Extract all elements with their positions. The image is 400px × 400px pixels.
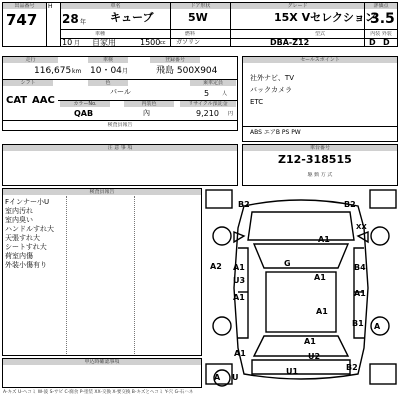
mark-wheel-u: U: [232, 373, 239, 382]
year-era: H: [48, 3, 53, 10]
color-no-label: カラーNo.: [60, 101, 110, 107]
mark-top-right: B2: [344, 200, 356, 209]
mark-hood-g: G: [284, 259, 291, 268]
grade-label: グレード: [231, 3, 364, 9]
color-no-value: QAB: [74, 109, 94, 118]
mark-windshield: XX: [356, 223, 367, 231]
mark-top-left: B2: [238, 200, 250, 209]
sales-point-item: ETC: [250, 98, 264, 106]
car-name-label: 車名: [61, 3, 170, 9]
remarks-title: 注 意 事 項: [3, 145, 237, 151]
inspector-item: 荷室内傷: [5, 252, 33, 260]
mark-left-a1: A1: [233, 263, 245, 272]
footer-box-title: 申込時確認事項: [3, 359, 201, 365]
seating-label: 乗車定員: [190, 80, 236, 86]
mark-right-a1b: A1: [354, 289, 366, 298]
mark-hood-a1: A1: [318, 235, 330, 244]
fuel-label: 燃料: [184, 31, 195, 37]
inspection-value: 10・04: [90, 66, 122, 76]
month-value: 10: [62, 38, 73, 47]
mark-rear-u2: U2: [308, 352, 321, 361]
mark-bottom-left-a1: A1: [234, 349, 246, 358]
year-unit: 年: [80, 19, 87, 26]
mark-right-b4: B4: [354, 263, 366, 272]
interior-grade: D: [369, 38, 376, 47]
inspector-title: 検査員報告: [3, 189, 201, 195]
mileage-label: 走行: [3, 57, 58, 63]
mark-bottom-right-b2: B2: [346, 363, 358, 372]
mileage-unit: km: [72, 68, 82, 75]
legend-text: A-キズ U-ヘコミ W-波 S-サビ C-腐食 P-塗装 XX-交換 X-要交換 B-キズとヘコミ Y-穴 G-石ハネ: [3, 390, 194, 395]
mark-left-a2: A2: [210, 262, 222, 271]
mark-left-a1b: A1: [233, 293, 245, 302]
color-label: 色: [88, 80, 128, 86]
frame-sub-label: 駆 動 方 式: [307, 172, 333, 178]
month-unit: 月: [74, 40, 81, 47]
mileage-value: 116,675: [34, 66, 72, 76]
inspection-unit: 月: [122, 68, 129, 75]
mark-bottom-u1: U1: [286, 367, 299, 376]
score-value: 3.5: [370, 11, 395, 27]
car-outline: [204, 188, 398, 388]
sales-point-item: 社外ナビ、TV: [250, 74, 294, 82]
frame-label: 車台番号: [243, 145, 397, 151]
shift-label: シフト: [3, 80, 53, 86]
trim-label: 内装色: [124, 101, 174, 107]
doors-label: ドア形状: [171, 3, 230, 9]
frame-number: Z12-318515: [278, 153, 352, 166]
mark-right-a: A: [374, 322, 381, 331]
model-label: 型式: [314, 31, 325, 37]
recycle-unit: 円: [228, 111, 234, 117]
inspector-item: 天張すれ大: [5, 234, 40, 242]
mark-left-u3: U3: [233, 276, 246, 285]
car-damage-diagram: [204, 188, 398, 388]
int-ext-label: 内装 外装: [370, 31, 392, 37]
model-code: DBA-Z12: [270, 38, 310, 47]
mark-rear-a1: A1: [316, 307, 328, 316]
capacity-value: 5: [204, 89, 210, 98]
inspector-item: 室内汚れ: [5, 207, 33, 215]
inspector-item: Fインナー小U: [5, 198, 50, 206]
color-value: パール: [110, 88, 131, 96]
capacity-unit: 人: [222, 91, 228, 97]
doors-value: 5W: [188, 11, 208, 24]
inspector-item: 外装小傷有り: [5, 261, 47, 269]
displacement-unit: cc: [160, 40, 166, 46]
equipment-list: ABS エアB PS PW: [250, 129, 301, 136]
type-label: 車種: [94, 31, 105, 37]
year-value: 28: [62, 12, 79, 26]
score-label: 評価点: [365, 3, 397, 9]
mark-right-a1: A1: [314, 273, 326, 282]
mark-rear-a1b: A1: [304, 337, 316, 346]
note-label: 検査員報告: [107, 122, 133, 128]
trim-mark: 內: [143, 109, 150, 117]
shift-value: CAT: [6, 95, 28, 106]
sales-point-title: セールスポイント: [243, 57, 397, 63]
exterior-grade: D: [383, 38, 390, 47]
inspection-label: 車検: [88, 57, 128, 63]
usage-value: 自家用: [92, 38, 116, 47]
inspector-item: 室内臭い: [5, 216, 33, 224]
lot-number: 747: [6, 11, 38, 29]
inspector-item: シートすれ大: [5, 243, 47, 251]
fuel-value: ガソリン: [176, 39, 201, 46]
displacement-value: 1500: [140, 38, 161, 47]
inspector-item: ハンドルすれ大: [5, 225, 54, 233]
cooler-value: AAC: [32, 95, 55, 106]
sales-point-item: バックカメラ: [250, 86, 292, 94]
car-name: キューブ: [110, 11, 154, 24]
plate-label: 登録番号: [150, 57, 200, 63]
recycle-label: リサイクル預託金: [180, 101, 236, 107]
mark-wheel-a: A: [214, 373, 221, 382]
grade-value: 15X Vセレクション: [274, 11, 376, 24]
lot-label: 出品番号: [3, 3, 46, 9]
plate-value: 飛島 500X904: [156, 66, 218, 76]
recycle-value: 9,210: [196, 109, 219, 118]
mark-right-b1: B1: [352, 319, 364, 328]
